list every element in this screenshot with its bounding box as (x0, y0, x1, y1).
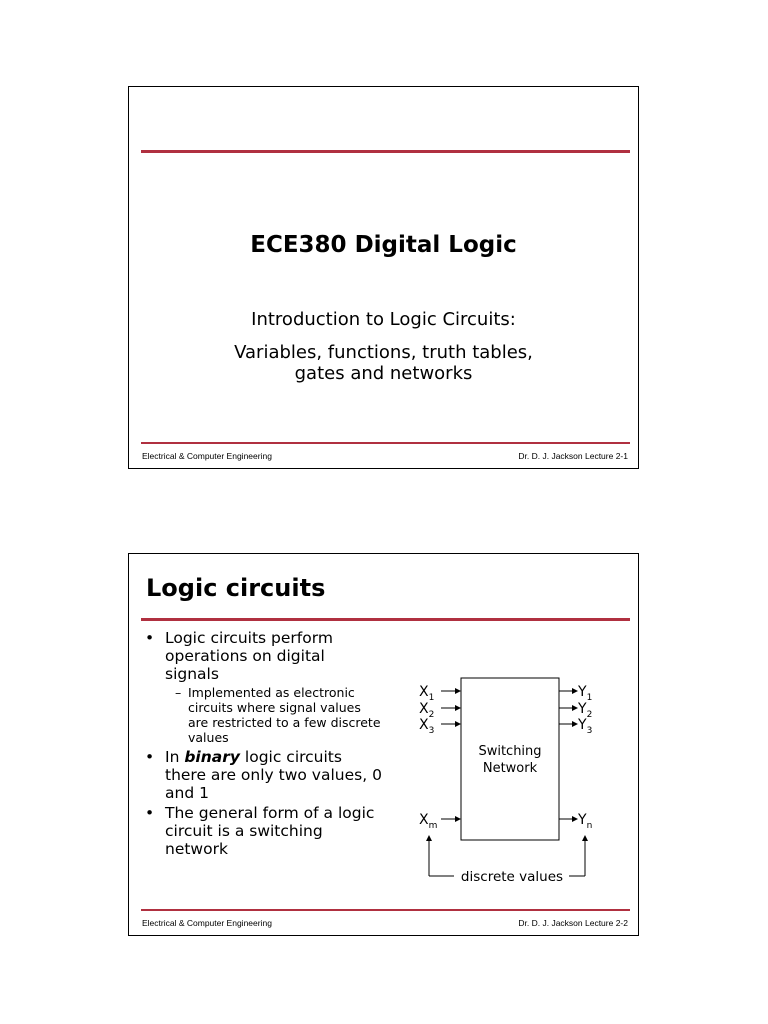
footer-lecture: Dr. D. J. Jackson Lecture 2-1 (518, 451, 628, 461)
bullet-item: • The general form of a logic circuit is a switching network (145, 804, 375, 858)
output-label-yn: $Y_n$ (578, 812, 593, 831)
bullet-text: Logic circuits perform operations on digital signals (165, 629, 333, 683)
slide-title: Logic circuits (146, 574, 326, 602)
input-label-x2: $X_2$ (419, 701, 435, 720)
box-label: Switching (478, 744, 542, 759)
title-rule (141, 618, 630, 621)
input-label-x1: $X_1$ (419, 684, 435, 703)
switching-network-box (461, 678, 559, 840)
sub-bullet-item: – Implemented as electronic circuits where signal values are restricted to a few discrete values (175, 685, 381, 745)
bullet-list (143, 629, 383, 860)
output-label-y3: $Y_3$ (578, 717, 593, 736)
bullet-text: The general form of a logic circuit is a switching network (165, 804, 375, 858)
bullet-text: In (165, 748, 185, 766)
subtitle-line: Introduction to Logic Circuits: (251, 309, 516, 330)
bullet-item: • In binary logic circuits there are only two values, 0 and 1 (145, 748, 382, 802)
input-label-xm: $X_m$ (419, 812, 438, 831)
slide-2 (128, 553, 639, 936)
discrete-values-caption: discrete values (460, 869, 564, 885)
output-label-y2: $Y_2$ (578, 701, 593, 720)
bullet-item: • Logic circuits perform operations on digital signals (145, 629, 333, 683)
input-label-x3: $X_3$ (419, 717, 435, 736)
footer-department: Electrical & Computer Engineering (142, 451, 272, 461)
emphasis-text: binary (184, 748, 240, 766)
footer-rule (141, 909, 630, 911)
footer-rule (141, 442, 630, 444)
switching-network-diagram (409, 666, 609, 896)
bullet-text: logic circuits there are only two values, 0 and 1 (165, 748, 382, 802)
title-rule (141, 150, 630, 153)
slide-1 (128, 86, 639, 469)
subtitle-line: gates and networks (294, 363, 473, 384)
subtitle-line: Variables, functions, truth tables, (234, 342, 533, 363)
output-label-y1: $Y_1$ (578, 684, 593, 703)
box-label: Network (482, 761, 538, 776)
footer-lecture: Dr. D. J. Jackson Lecture 2-2 (518, 918, 628, 928)
slide-title: ECE380 Digital Logic (250, 232, 517, 258)
sub-bullet-text: Implemented as electronic circuits where signal values are restricted to a few discrete values (188, 685, 381, 745)
footer-department: Electrical & Computer Engineering (142, 918, 272, 928)
